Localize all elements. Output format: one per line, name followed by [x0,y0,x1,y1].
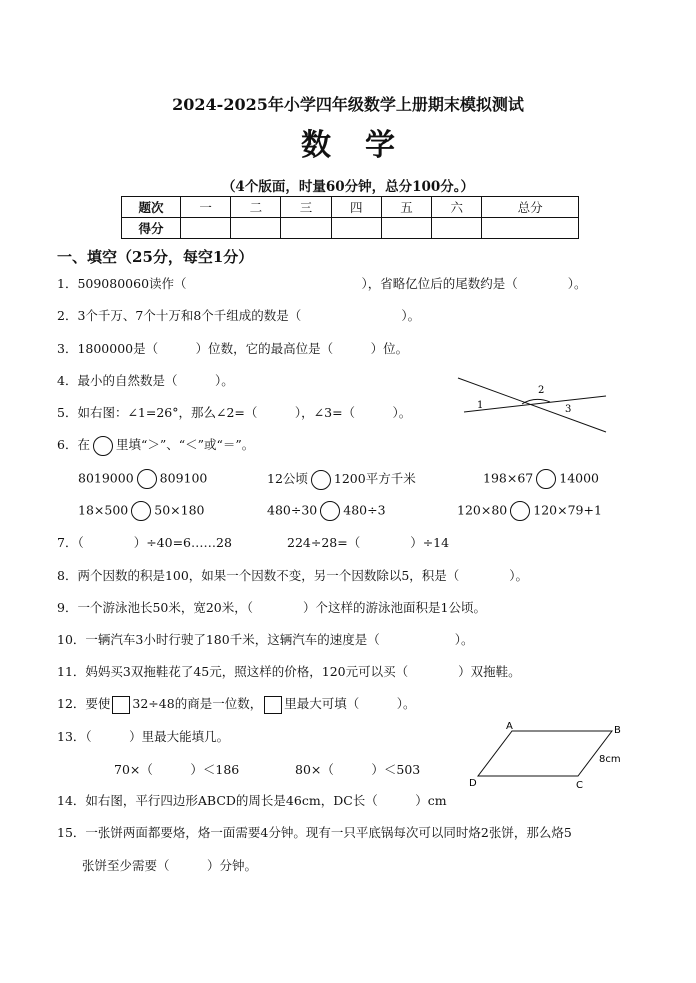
compare-left: 480÷30 [267,502,318,518]
angle-label-2: 2 [538,385,545,396]
section-1-title: 一、填空（25分，每空1分） [57,248,254,266]
compare-right: 50×180 [154,502,205,518]
compare-left: 12公顷 [267,471,308,486]
question-2: 2．3个千万、7个十万和8个千组成的数是（ ）。 [57,308,421,323]
question-4: 4．最小的自然数是（ ）。 [57,373,234,388]
parallelogram-shape [478,731,612,776]
compare-left: 8019000 [78,470,134,486]
question-3: 3．1800000是（ ）位数，它的最高位是（ ）位。 [57,341,409,356]
compare-item-1 [78,469,207,489]
compare-right: 480÷3 [343,502,386,518]
score-cell[interactable] [281,218,331,239]
compare-item-4 [78,501,205,521]
compare-circle-icon[interactable] [137,469,157,489]
question-15-line-1: 15．一张饼两面都要烙，烙一面需要4分钟。现有一只平底锅每次可以同时烙2张饼，那么烙5 [57,825,572,840]
score-cell[interactable] [231,218,281,239]
score-row-label: 得分 [122,218,181,239]
score-col-3: 三 [281,197,331,218]
vertex-label-c: C [576,780,583,791]
score-cell[interactable] [181,218,231,239]
question-6-suffix: 里填“＞”、“＜”或“＝”。 [115,437,255,452]
question-6-prefix: 6．在 [57,437,90,452]
score-col-6: 六 [432,197,482,218]
question-13b: 80×（ ）＜503 [295,762,421,777]
subject-title: 数学 [301,128,429,163]
question-1: 1．509080060读作（ ），省略亿位后的尾数约是（ ）。 [57,276,587,291]
question-8: 8．两个因数的积是100，如果一个因数不变，另一个因数除以5，积是（ ）。 [57,568,529,583]
compare-circle-icon[interactable] [536,469,556,489]
compare-right: 14000 [559,470,600,486]
intersecting-line-2 [464,396,606,412]
compare-item-5 [267,501,386,521]
compare-circle-icon[interactable] [311,470,331,490]
score-table-label: 题次 [122,197,181,218]
question-15-line-2: 张饼至少需要（ ）分钟。 [82,858,258,873]
question-7b: 224÷28=（ ）÷14 [287,535,450,550]
blank-square-icon[interactable] [112,696,130,714]
compare-circle-icon[interactable] [131,501,151,521]
compare-right: 809100 [159,470,208,486]
score-table [121,196,579,239]
parallelogram-figure [465,718,635,792]
compare-circle-icon[interactable] [320,501,340,521]
score-cell[interactable] [482,218,579,239]
compare-circle-icon [93,436,113,456]
angle-label-3: 3 [565,404,572,415]
compare-right: 1200平方千米 [333,471,416,486]
question-12 [57,694,415,714]
question-6 [57,435,254,456]
question-11: 11．妈妈买3双拖鞋花了45元，照这样的价格，120元可以买（ ）双拖鞋。 [57,664,521,679]
question-13a: 70×（ ）＜186 [114,762,240,777]
compare-left: 198×67 [483,470,534,486]
compare-left: 120×80 [457,502,508,518]
side-length-label: 8cm [599,754,621,765]
score-cell[interactable] [381,218,431,239]
compare-item-2 [267,469,416,490]
compare-item-3 [483,469,599,489]
score-col-1: 一 [181,197,231,218]
blank-square-icon[interactable] [264,696,282,714]
vertex-label-d: D [469,778,477,789]
score-col-2: 二 [231,197,281,218]
score-col-4: 四 [331,197,381,218]
question-9: 9．一个游泳池长50米，宽20米，（ ）个这样的游泳池面积是1公顷。 [57,600,486,615]
score-col-5: 五 [381,197,431,218]
question-12-suffix: 里最大可填（ ）。 [284,696,416,711]
compare-left: 18×500 [78,502,129,518]
vertex-label-b: B [614,725,621,736]
question-10: 10．一辆汽车3小时行驶了180千米，这辆汽车的速度是（ ）。 [57,632,474,647]
score-col-total: 总分 [482,197,579,218]
question-7a: 7．（ ）÷40=6……28 [57,535,232,550]
question-5: 5．如右图：∠1=26°，那么∠2=（ ），∠3=（ ）。 [57,405,412,420]
score-table-header-row [122,197,579,218]
score-cell[interactable] [432,218,482,239]
vertex-label-a: A [506,721,513,732]
compare-item-6 [457,501,602,521]
angle-figure [452,372,612,436]
angle-label-1: 1 [477,400,484,411]
question-14: 14．如右图，平行四边形ABCD的周长是46cm，DC长（ ）cm [57,793,447,808]
compare-circle-icon[interactable] [510,501,530,521]
question-13: 13．（ ）里最大能填几。 [57,729,230,744]
exam-note: （4个版面，时量60分钟，总分100分。） [221,179,475,195]
compare-right: 120×79+1 [533,502,602,518]
question-12-prefix: 12．要使 [57,696,111,711]
question-12-middle: 32÷48的商是一位数， [132,696,263,711]
score-table-score-row [122,218,579,239]
score-cell[interactable] [331,218,381,239]
exam-title: 2024-2025年小学四年级数学上册期末模拟测试 [172,95,524,114]
